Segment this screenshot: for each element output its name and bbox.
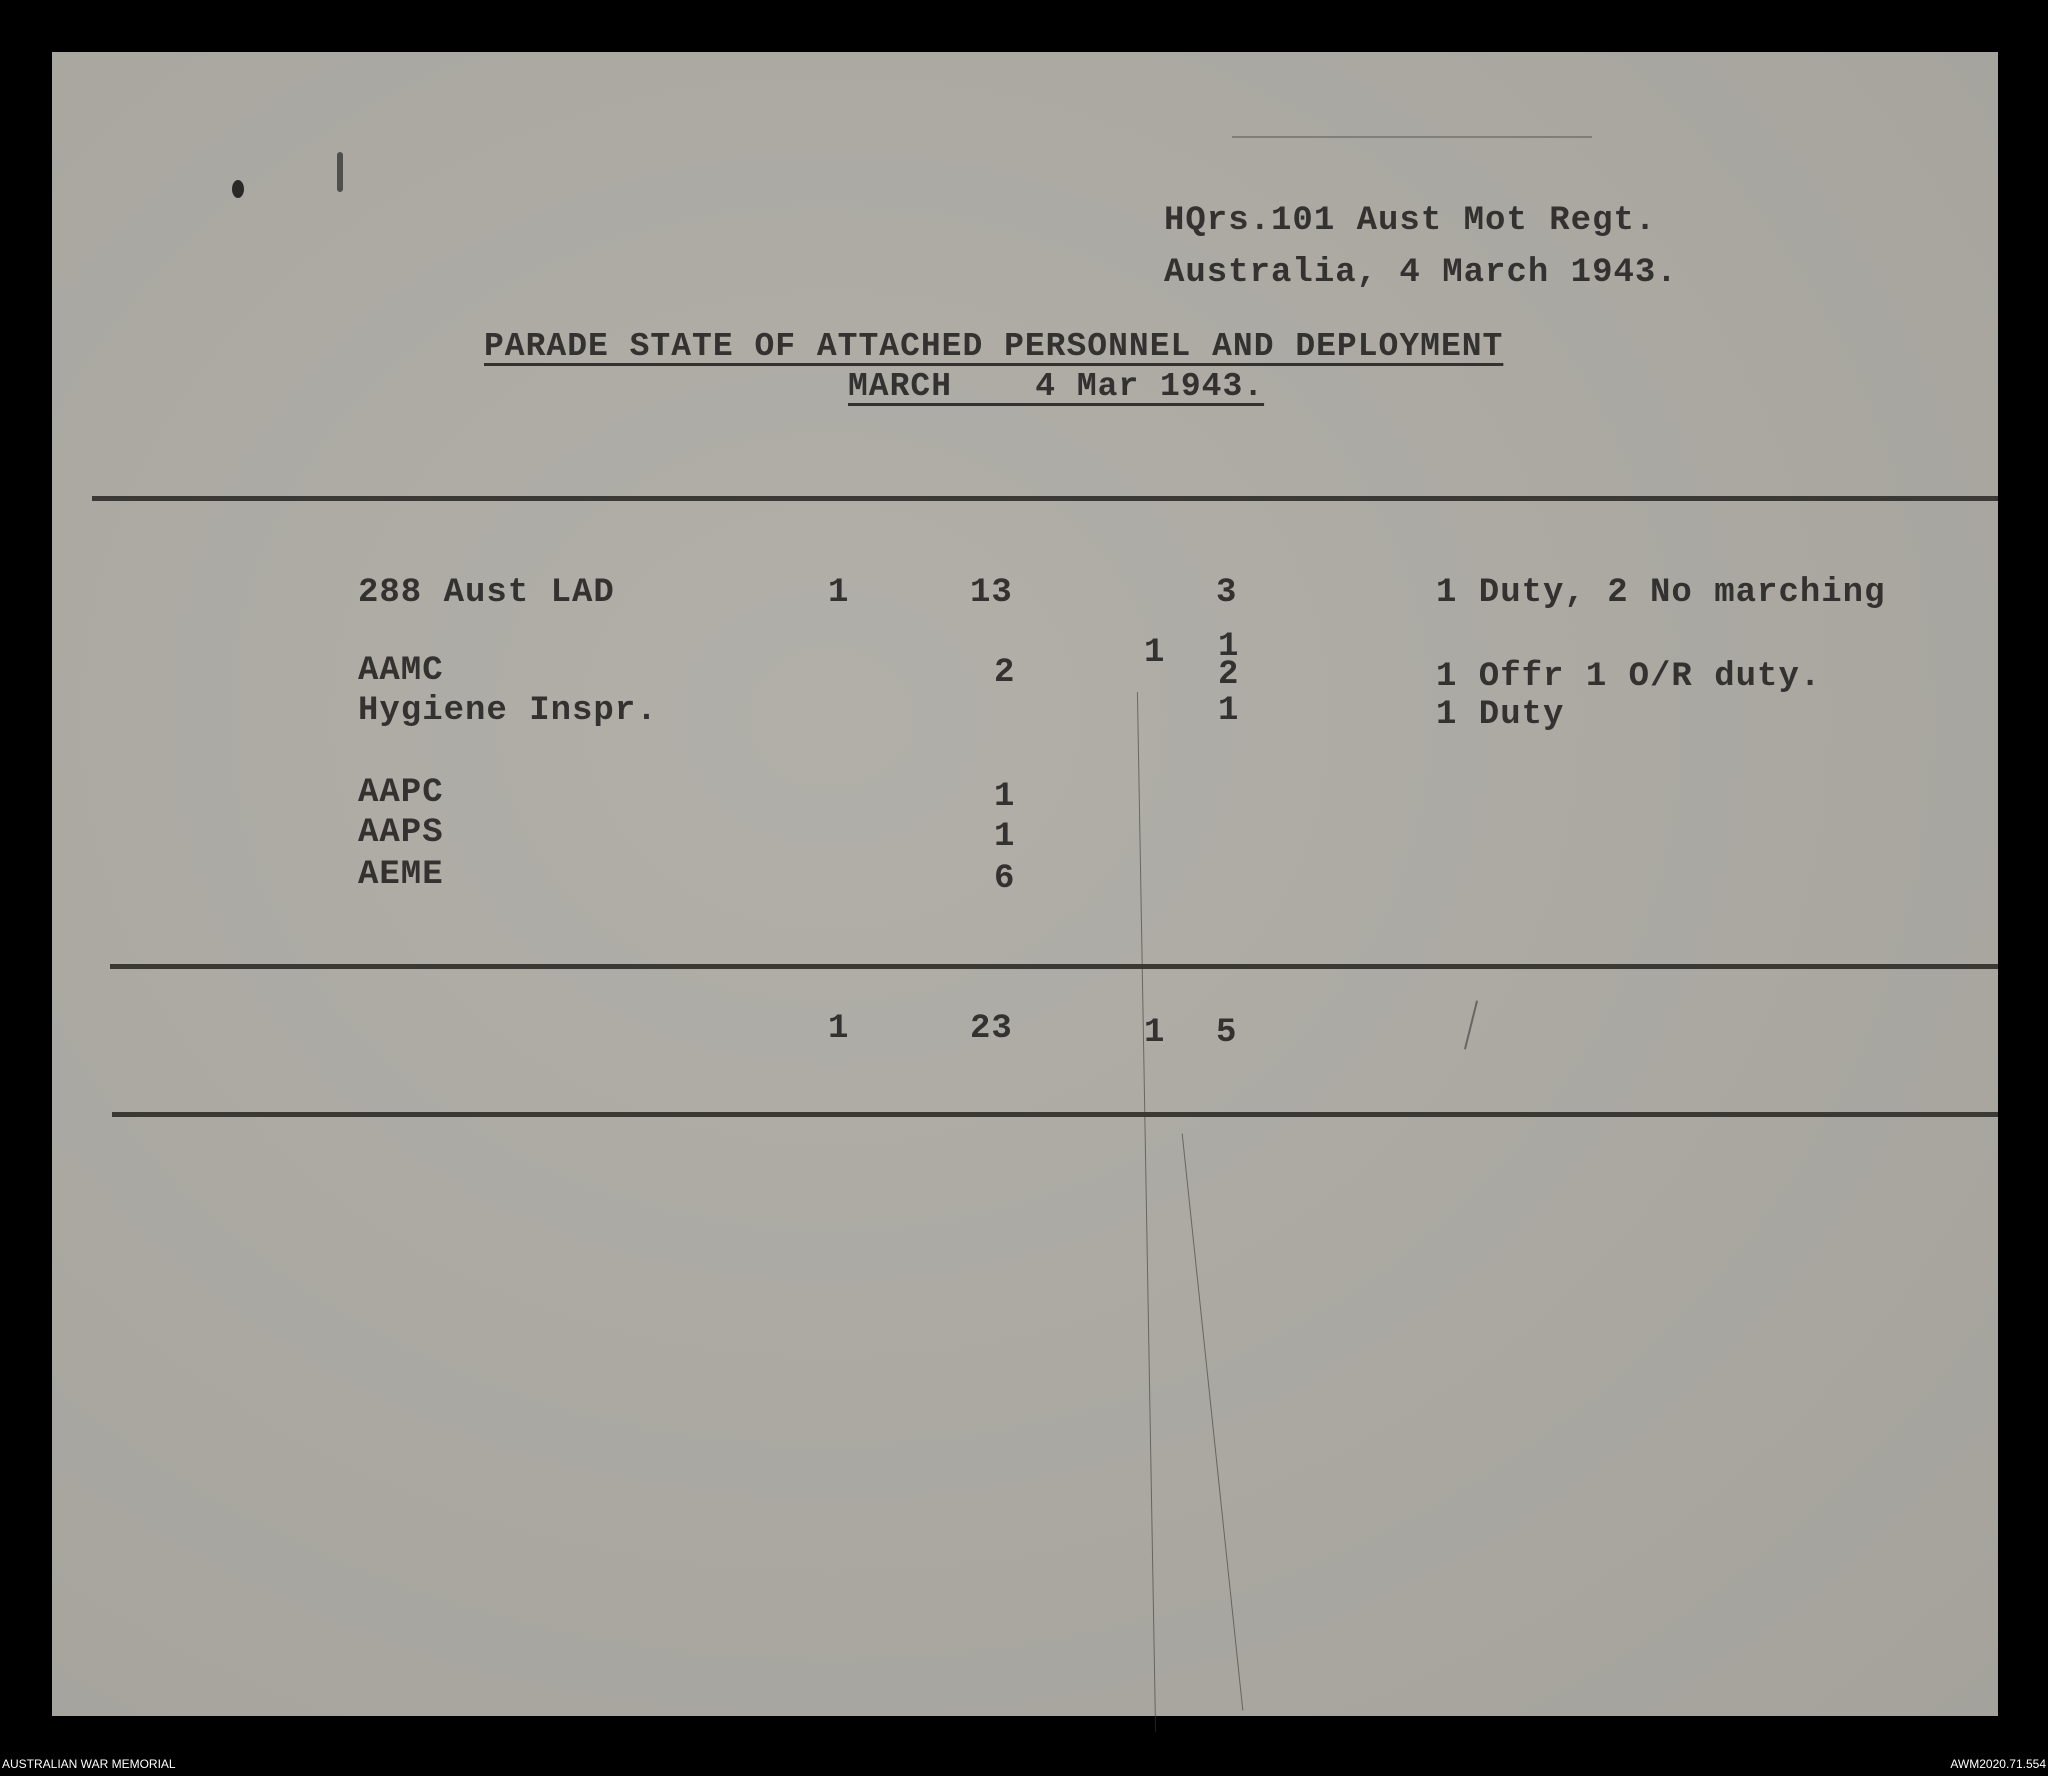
row-unit: AAPS xyxy=(358,814,444,852)
total-col3: 1 xyxy=(1144,1014,1166,1052)
row-unit: AEME xyxy=(358,856,444,894)
unit-heading: HQrs.101 Aust Mot Regt. xyxy=(1164,202,1657,240)
hole-mark xyxy=(337,152,343,192)
row-col2: 2 xyxy=(994,654,1016,692)
row-col3: 1 xyxy=(1144,634,1166,672)
total-col2: 23 xyxy=(970,1010,1013,1048)
document-title: PARADE STATE OF ATTACHED PERSONNEL AND DEPLOYMENT xyxy=(484,328,1504,365)
row-remarks: 1 Offr 1 O/R duty. xyxy=(1436,658,1822,696)
document-page xyxy=(52,52,1998,1716)
row-remarks: 1 Duty xyxy=(1436,696,1565,734)
faint-dash-line xyxy=(1232,136,1592,138)
total-col1: 1 xyxy=(828,1010,850,1048)
row-col2: 6 xyxy=(994,860,1016,898)
row-col2: 1 xyxy=(994,818,1016,856)
table-top-rule xyxy=(92,496,1998,501)
row-col2: 13 xyxy=(970,574,1013,612)
row-col4: 3 xyxy=(1216,574,1238,612)
footer-right: AWM2020.71.554 xyxy=(1950,1757,2046,1771)
row-unit: Hygiene Inspr. xyxy=(358,692,658,730)
place-date: Australia, 4 March 1943. xyxy=(1164,254,1678,292)
row-col4: 1 xyxy=(1218,628,1240,666)
row-col1: 1 xyxy=(828,574,850,612)
pencil-line xyxy=(1182,1134,1244,1711)
pencil-tick xyxy=(1464,1001,1478,1050)
row-unit: AAMC xyxy=(358,652,444,690)
row-col4-overtyped: 2 xyxy=(1218,656,1240,694)
document-subtitle: MARCH 4 Mar 1943. xyxy=(848,368,1265,405)
table-bottom-rule xyxy=(112,1112,1998,1117)
hole-mark xyxy=(232,180,244,198)
row-remarks: 1 Duty, 2 No marching xyxy=(1436,574,1886,612)
row-unit: AAPC xyxy=(358,774,444,812)
table-mid-rule xyxy=(110,964,1998,969)
row-col2: 1 xyxy=(994,778,1016,816)
row-col4: 1 xyxy=(1218,692,1240,730)
row-unit: 288 Aust LAD xyxy=(358,574,615,612)
footer-left: AUSTRALIAN WAR MEMORIAL xyxy=(2,1757,176,1771)
pencil-line xyxy=(1137,692,1156,1732)
total-col4: 5 xyxy=(1216,1014,1238,1052)
